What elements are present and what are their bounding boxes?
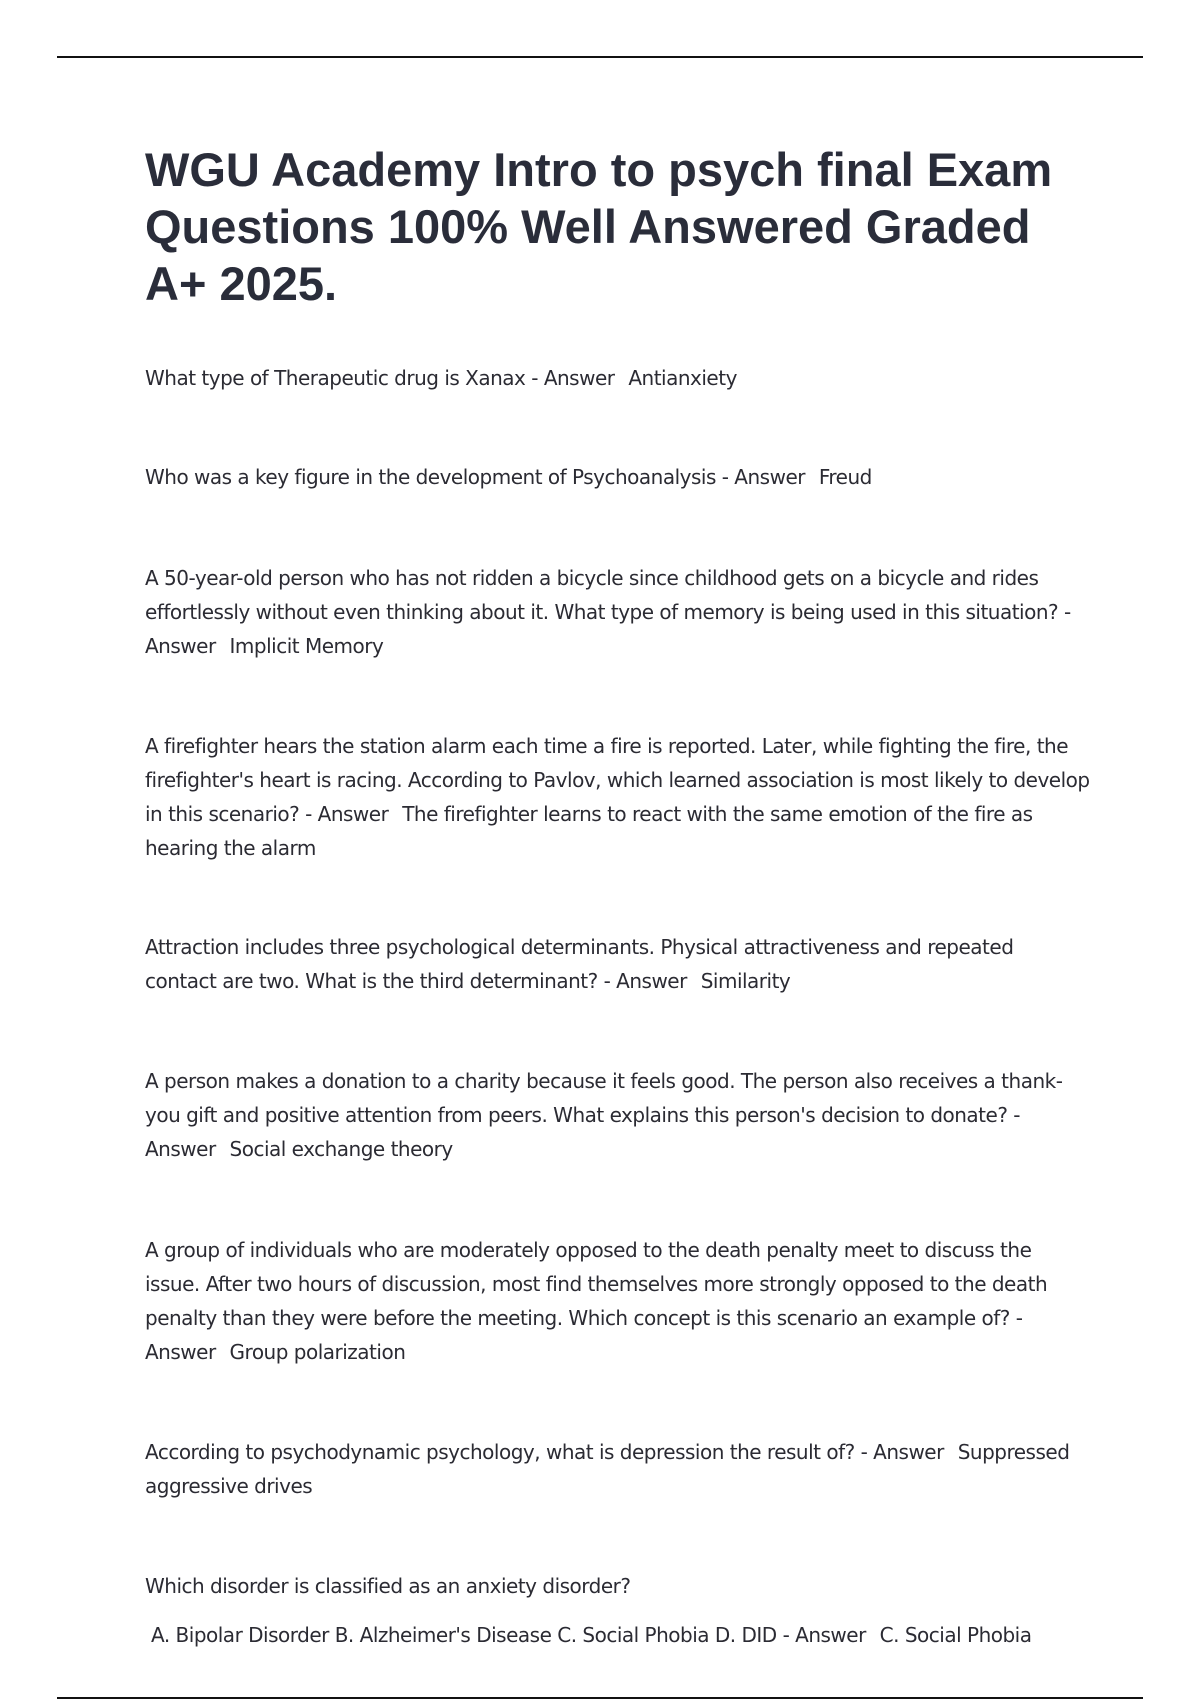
answer-text: Implicit Memory bbox=[229, 634, 384, 658]
question-text: A firefighter hears the station alarm each time a fire is reported. Later, while fighting the fire, the firefighter's heart is racing. According to Pavlov, which learned association is most likely to develop in this scenario? - Answer bbox=[145, 734, 1090, 826]
answer-text: Social exchange theory bbox=[229, 1137, 453, 1161]
answer-text: Group polarization bbox=[229, 1340, 406, 1364]
qa-item bbox=[145, 729, 1090, 865]
answer-text: The firefighter learns to react with the same emotion of the fire as hearing the alarm bbox=[145, 802, 1033, 860]
question-text: Attraction includes three psychological determinants. Physical attractiveness and repeated contact are two. What is the third determinant? - Answer bbox=[145, 935, 1014, 993]
answer-text: Antianxiety bbox=[628, 366, 737, 390]
top-divider bbox=[57, 56, 1143, 58]
question-text: A person makes a donation to a charity because it feels good. The person also receives a thank-you gift and positive attention from peers. What explains this person's decision to donate? - Answer bbox=[145, 1069, 1063, 1161]
question-text: Who was a key figure in the development of Psychoanalysis - Answer bbox=[145, 465, 805, 489]
qa-options bbox=[151, 1618, 1096, 1652]
question-text: Which disorder is classified as an anxiety disorder? bbox=[145, 1574, 631, 1598]
question-text: According to psychodynamic psychology, what is depression the result of? - Answer bbox=[145, 1440, 944, 1464]
qa-item bbox=[145, 361, 1090, 395]
answer-text: Similarity bbox=[700, 969, 791, 993]
answer-text: C. Social Phobia bbox=[879, 1623, 1032, 1647]
qa-item bbox=[145, 1064, 1090, 1166]
answer-text: Suppressed aggressive drives bbox=[145, 1440, 1070, 1498]
options-text: A. Bipolar Disorder B. Alzheimer's Disease C. Social Phobia D. DID - Answer bbox=[151, 1623, 866, 1647]
answer-text: Freud bbox=[818, 465, 872, 489]
question-text: What type of Therapeutic drug is Xanax - Answer bbox=[145, 366, 615, 390]
qa-item bbox=[145, 1435, 1090, 1503]
qa-item bbox=[145, 930, 1090, 998]
question-text: A 50-year-old person who has not ridden a bicycle since childhood gets on a bicycle and rides effortlessly without even thinking about it. What type of memory is being used in this situation? - Answer bbox=[145, 566, 1071, 658]
question-text: A group of individuals who are moderately opposed to the death penalty meet to discuss the issue. After two hours of discussion, most find themselves more strongly opposed to the death penalty than they were before the meeting. Which concept is this scenario an example of? - Answer bbox=[145, 1238, 1048, 1364]
qa-item bbox=[145, 1569, 1090, 1603]
qa-item bbox=[145, 460, 1090, 494]
qa-item bbox=[145, 1233, 1090, 1369]
qa-item bbox=[145, 561, 1090, 663]
bottom-divider bbox=[57, 1697, 1143, 1699]
document-title: WGU Academy Intro to psych final Exam Questions 100% Well Answered Graded A+ 2025. bbox=[145, 143, 1053, 310]
